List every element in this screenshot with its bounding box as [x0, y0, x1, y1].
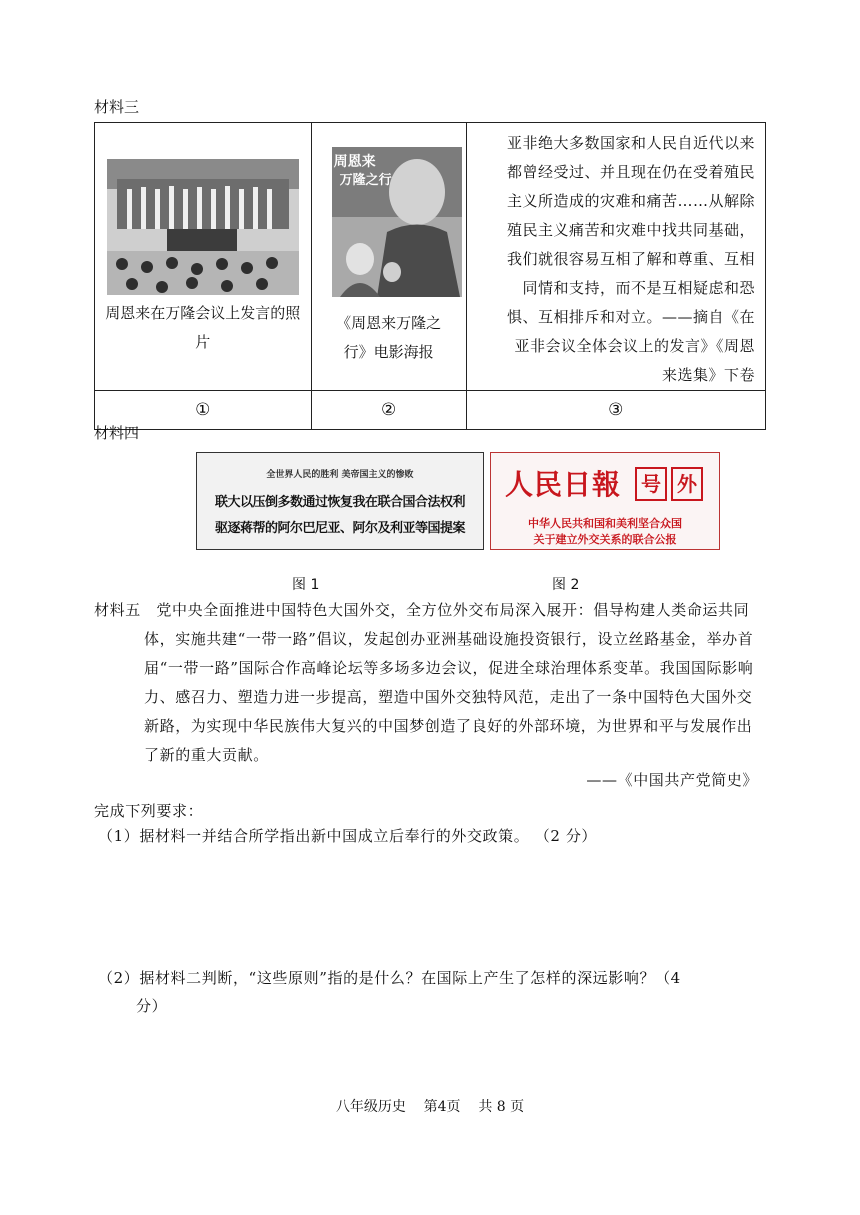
material3-table — [94, 122, 766, 430]
number-2: ② — [311, 391, 466, 430]
number-1: ① — [95, 391, 312, 430]
material5-paragraph — [94, 596, 760, 770]
fig2-headline-1: 中华人民共和国和美利坚合众国 — [528, 517, 682, 530]
figure1-caption: 图 1 — [292, 577, 320, 593]
material5-text: 党中央全面推进中国特色大国外交，全方位外交布局深入展开：倡导构建人类命运共同体，实施共建“一带一路”倡议，发起创办亚洲基础设施投资银行，设立丝路基金，举办首届“一带一路”国际合作高峰论坛等多场多边会议，促进全球治理体系变革。我国国际影响力、感召力、塑造力进一步提高，塑造中国外交独特风范，走出了一条中国特色大国外交新路，为实现中华民族伟大复兴的中国梦创造了良好的外部环境，为世界和平与发展作出了新的重大贡献。 — [144, 601, 754, 764]
photo-caption: 周恩来在万隆会议上发言的照片 — [105, 304, 301, 351]
material5-block — [94, 596, 760, 770]
quote-line: 我们就很容易互相了解和尊重、互相 — [506, 250, 755, 268]
quote-line: 亚非会议全体会议上的发言》《周恩 — [514, 337, 755, 355]
tasks-intro: 完成下列要求： — [94, 802, 204, 820]
poster-title-1: 周恩来 — [333, 154, 376, 170]
cell-poster — [311, 123, 466, 391]
fig2-hao: 号 — [635, 467, 667, 501]
fig1-headline-1: 联大以压倒多数通过恢复我在联合国合法权利 — [214, 495, 465, 510]
quote-line: 殖民主义痛苦和灾难中找共同基础， — [506, 221, 755, 239]
question-2-line2: 分） — [136, 997, 168, 1015]
figure2-caption: 图 2 — [552, 577, 580, 593]
question-1: （1）据材料一并结合所学指出新中国成立后奉行的外交政策。 （2 分） — [98, 827, 598, 845]
quote-line: 主义所造成的灾难和痛苦……从解除 — [506, 192, 755, 210]
figure1-newspaper — [196, 452, 484, 550]
fig1-headline-2: 驱逐蒋帮的阿尔巴尼亚、阿尔及利亚等国提案 — [214, 521, 465, 536]
poster-caption: 《周恩来万隆之行》电影海报 — [336, 314, 442, 361]
cell-photo — [95, 123, 312, 391]
fig2-headline-2: 关于建立外交关系的联合公报 — [533, 533, 677, 546]
figure2-newspaper — [490, 452, 720, 550]
quote-line: 都曾经受过、并且现在仍在受着殖民 — [506, 163, 755, 181]
quote-text — [467, 123, 765, 390]
material3-label: 材料三 — [94, 98, 140, 116]
question-2-line1: （2）据材料二判断，“这些原则”指的是什么？在国际上产生了怎样的深远影响？（4 — [98, 969, 681, 987]
page-footer: 八年级历史 第4页 共 8 页 — [335, 1099, 525, 1115]
quote-line: 来选集》下卷 — [661, 366, 755, 384]
bandung-photo — [107, 159, 299, 295]
fig2-masthead: 人民日報 — [505, 468, 622, 501]
poster-title-2: 万隆之行 — [339, 173, 392, 188]
material4-label: 材料四 — [94, 424, 140, 442]
material5-label: 材料五 — [94, 601, 141, 619]
material5-source: ——《中国共产党简史》 — [586, 771, 758, 789]
quote-line: 惧、互相排斥和对立。——摘自《在 — [506, 308, 755, 326]
quote-line: 亚非绝大多数国家和人民自近代以来 — [506, 134, 755, 152]
bandung-photo-image — [107, 159, 299, 295]
quote-line: 同情和支持，而不是互相疑虑和恐 — [522, 279, 755, 297]
number-3: ③ — [466, 391, 765, 430]
fig1-subhead: 全世界人民的胜利 美帝国主义的惨败 — [266, 470, 414, 480]
cell-quote — [466, 123, 765, 391]
fig2-wai: 外 — [671, 467, 703, 501]
movie-poster — [332, 147, 462, 297]
